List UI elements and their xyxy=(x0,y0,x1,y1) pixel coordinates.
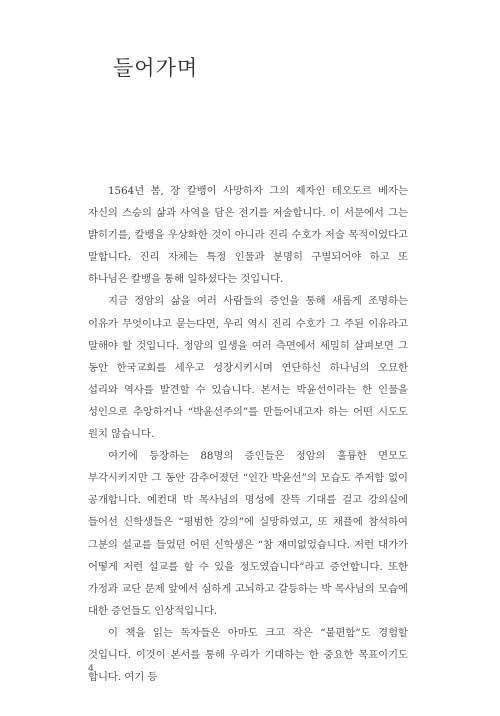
paragraph: 여기에 등장하는 88명의 증인들은 정암의 훌륭한 면모도 부각시키지만 그 동안 감추어졌던 “인간 박윤선”의 모습도 주저함 없이 공개합니다. 예컨대 박 목사님의 명성에 잔뜩 기대를 걸고 강의실에 들어선 신학생들은 “평범한 강의”에 실망하였고, 또 채플에 참석하여 그분의 설교를 들었던 어떤 신학생은 “참 재미없었습니다. 저런 대가가 어떻게 저런 설교를 할 수 있을 정도였습니다”라고 증언합니다. 또한 가정과 교단 문제 앞에서 심하게 고뇌하고 갈등하는 박 목사님의 모습에 대한 증언들도 인상적입니다. xyxy=(88,450,408,617)
paragraph: 1564년 봄, 장 칼뱅이 사망하자 그의 제자인 테오도르 베자는 자신의 스승의 삶과 사역을 담은 전기를 저술합니다. 이 서문에서 그는 밝히기를, 칼뱅을 우상화한 것이 아니라 진리 수호가 저술 목적이었다고 말합니다. 진리 자체는 특정 인물과 분명히 구별되어야 하고 또 하나님은 칼뱅을 통해 일하셨다는 것입니다. xyxy=(88,185,408,286)
paragraph: 지금 정암의 삶을 여러 사람들의 증언을 통해 새롭게 조명하는 이유가 무엇이냐고 묻는다면, 우리 역시 진리 수호가 그 주된 이유라고 말해야 할 것입니다. 정암의 일생을 여러 측면에서 세밀히 살펴보면 그 동안 한국교회를 세우고 성장시키시며 연단하신 하나님의 오묘한 섭리와 역사를 발견할 수 있습니다. 본서는 박윤선이라는 한 인물을 성인으로 추앙하거나 “박윤선주의”를 만들어내고자 하는 어떤 시도도 원치 않습니다. xyxy=(88,295,408,441)
body-text xyxy=(88,180,408,688)
paragraph: 이 책을 읽는 독자들은 아마도 크고 작은 “불편함”도 경험할 것입니다. 이것이 본서를 통해 우리가 기대하는 한 중요한 목표이기도 합니다. 여기 등 xyxy=(88,626,408,684)
chapter-title: 들어가며 xyxy=(113,56,199,80)
page-number: 4 xyxy=(88,664,94,674)
